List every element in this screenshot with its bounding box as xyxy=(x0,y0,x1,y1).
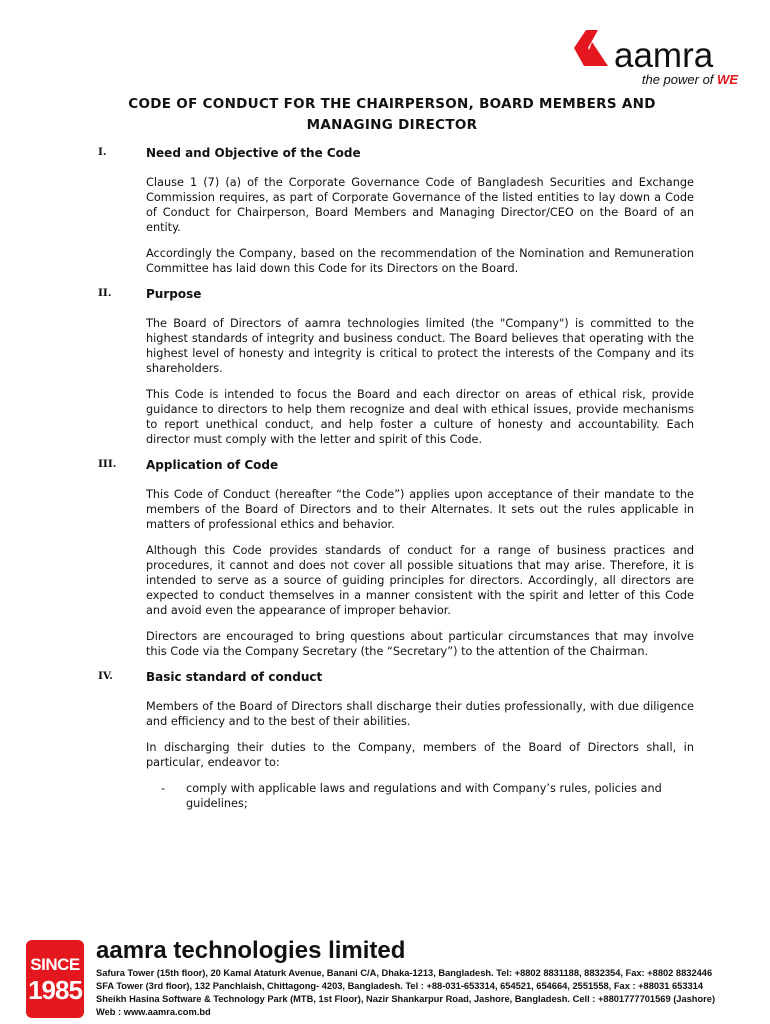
section-heading xyxy=(98,670,694,687)
section-basic-standard xyxy=(98,670,694,811)
website-line: Web : www.aamra.com.bd xyxy=(96,1007,211,1017)
paragraph: Members of the Board of Directors shall discharge their duties professionally, with due diligence and efficiency and to the best of their abilities. xyxy=(146,700,694,728)
letterhead-footer xyxy=(26,938,746,1020)
paragraph: Directors are encouraged to bring questions about particular circumstances that may involve this Code via the Company Secretary (the “Secretary”) to the attention of the Chairman. xyxy=(146,630,694,658)
bullet-marker: - xyxy=(161,782,166,795)
section-title: Basic standard of conduct xyxy=(146,670,323,684)
tagline-emphasis: WE xyxy=(717,72,738,87)
paragraph: Clause 1 (7) (a) of the Corporate Governance Code of Bangladesh Securities and Exchange Commission requires, as part of Corporate Governance of the listed entities to lay down a Code of Conduct for Chairperson, Board Members and Managing Director/CEO on the Board of an entity. xyxy=(146,176,694,234)
section-number: I. xyxy=(98,146,107,158)
title-line-1: CODE OF CONDUCT FOR THE CHAIRPERSON, BOARD MEMBERS AND xyxy=(128,96,656,112)
since-year: 1985 xyxy=(28,975,82,1005)
since-label: SINCE xyxy=(30,955,80,974)
bullet-text: comply with applicable laws and regulations and with Company’s rules, policies and guidelines; xyxy=(186,782,662,810)
address-line-chittagong: SFA Tower (3rd floor), 132 Panchlaish, Chittagong- 4203, Bangladesh. Tel : +88-031-653314, 654521, 654664, 2551558, Fax : +88031 653314 xyxy=(96,981,704,991)
brand-name: aamra xyxy=(614,36,714,75)
paragraph: Although this Code provides standards of conduct for a range of business practices and procedures, it cannot and does not cover all possible situations that may arise. Therefore, it is intended to serve as a source of guiding principles for directors. Accordingly, all directors are expected to conduct themselves in a manner consistent with the spirit and letter of this Code and avoid even the appearance of improper behavior. xyxy=(146,544,694,617)
paragraph: This Code is intended to focus the Board and each director on areas of ethical risk, provide guidance to directors to help them recognize and deal with ethical issues, provide mechanisms to report unethical conduct, and help foster a culture of honesty and accountability. Each director must comply with the letter and spirit of this Code. xyxy=(146,388,694,446)
section-heading xyxy=(98,146,694,163)
list-item xyxy=(146,781,694,811)
brand-logo xyxy=(568,26,738,92)
section-need-objective xyxy=(98,146,694,276)
section-title: Need and Objective of the Code xyxy=(146,146,361,160)
company-name: aamra technologies limited xyxy=(96,937,406,964)
section-number: II. xyxy=(98,287,112,299)
aamra-logo-mark-icon xyxy=(568,26,612,70)
paragraph: In discharging their duties to the Company, members of the Board of Directors shall, in particular, endeavor to: xyxy=(146,741,694,769)
title-line-2: MANAGING DIRECTOR xyxy=(306,117,478,133)
section-number: III. xyxy=(98,458,117,470)
section-title: Application of Code xyxy=(146,458,279,472)
paragraph: The Board of Directors of aamra technologies limited (the "Company") is committed to the highest standards of integrity and business conduct. The Board believes that operating with the highest level of honesty and integrity is critical to protect the interests of the Company and its shareholders. xyxy=(146,317,694,375)
section-title: Purpose xyxy=(146,287,202,301)
document-body xyxy=(98,146,694,811)
section-heading xyxy=(98,287,694,304)
section-number: IV. xyxy=(98,670,113,682)
address-line-dhaka: Safura Tower (15th floor), 20 Kamal Ataturk Avenue, Banani C/A, Dhaka-1213, Bangladesh. Tel: +8802 8831188, 8832354, Fax: +8802 8832446 xyxy=(96,968,713,978)
tagline-prefix: the power of xyxy=(641,72,714,87)
section-application xyxy=(98,458,694,659)
since-badge xyxy=(26,940,84,1018)
paragraph: This Code of Conduct (hereafter “the Code”) applies upon acceptance of their mandate to the members of the Board of Directors and to their Alternates. It sets out the rules applicable in matters of professional ethics and behavior. xyxy=(146,488,694,531)
brand-tagline xyxy=(642,72,738,87)
address-line-jashore: Sheikh Hasina Software & Technology Park (MTB, 1st Floor), Nazir Shankarpur Road, Jashore, Bangladesh. Cell : +8801777701569 (Jashore) xyxy=(96,994,716,1004)
section-purpose xyxy=(98,287,694,447)
paragraph: Accordingly the Company, based on the recommendation of the Nomination and Remuneration Committee has laid down this Code for its Directors on the Board. xyxy=(146,247,694,275)
document-title xyxy=(60,94,724,136)
section-heading xyxy=(98,458,694,475)
